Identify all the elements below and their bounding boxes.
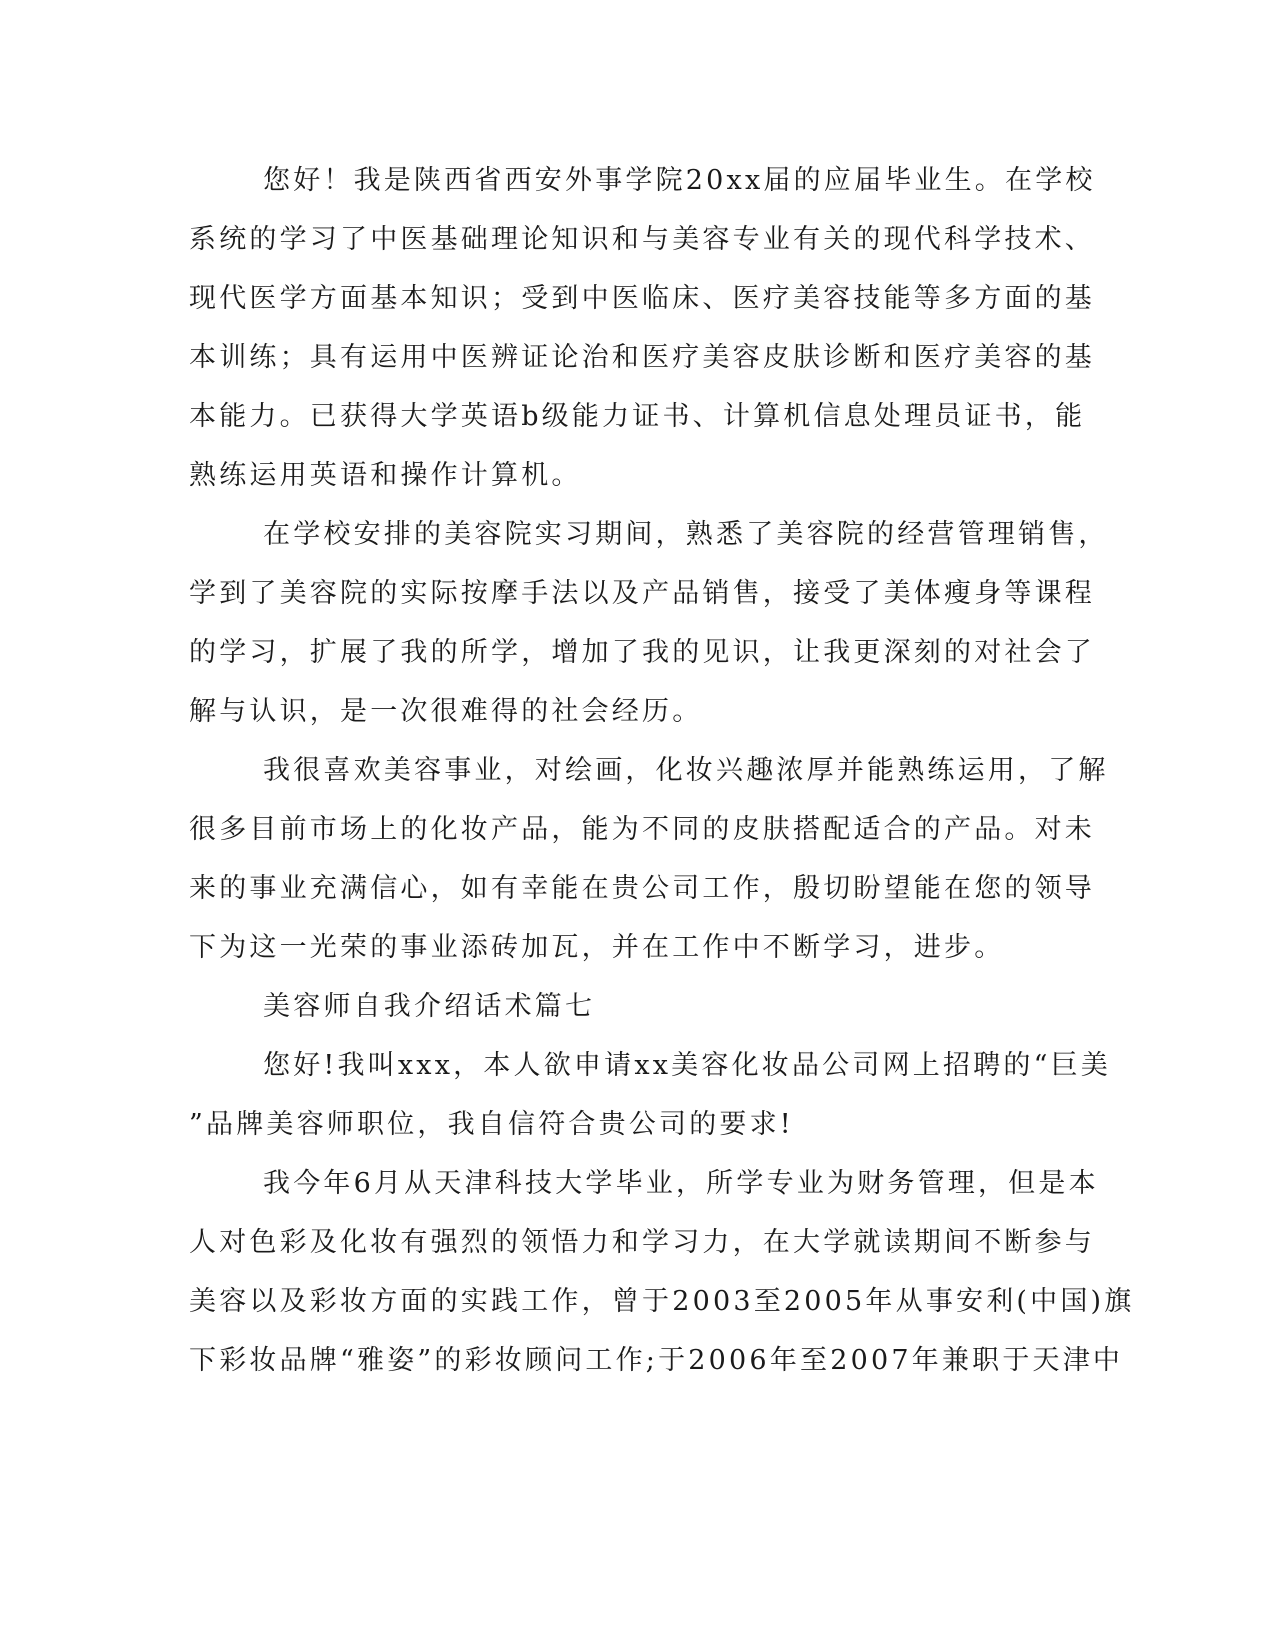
text-line: 您好！我是陕西省西安外事学院20xx届的应届毕业生。在学校 (263, 165, 1096, 196)
text-line: 本能力。已获得大学英语b级能力证书、计算机信息处理员证书，能 (189, 401, 1086, 432)
text-line: 下为这一光荣的事业添砖加瓦，并在工作中不断学习，进步。 (189, 932, 1005, 963)
text-line: 我很喜欢美容事业，对绘画，化妆兴趣浓厚并能熟练运用，了解 (263, 755, 1109, 786)
text-line: 学到了美容院的实际按摩手法以及产品销售，接受了美体瘦身等课程 (189, 578, 1095, 609)
text-line: 来的事业充满信心，如有幸能在贵公司工作，殷切盼望能在您的领导 (189, 873, 1095, 904)
text-line: 您好!我叫xxx，本人欲申请xx美容化妆品公司网上招聘的“巨美 (263, 1050, 1111, 1081)
text-line: 本训练；具有运用中医辨证论治和医疗美容皮肤诊断和医疗美容的基 (189, 342, 1095, 373)
text-line: 在学校安排的美容院实习期间，熟悉了美容院的经营管理销售， (263, 519, 1109, 550)
text-line: 系统的学习了中医基础理论知识和与美容专业有关的现代科学技术、 (189, 224, 1095, 255)
section-heading: 美容师自我介绍话术篇七 (263, 991, 596, 1022)
text-line: 人对色彩及化妆有强烈的领悟力和学习力，在大学就读期间不断参与 (189, 1227, 1095, 1258)
text-line: 很多目前市场上的化妆产品，能为不同的皮肤搭配适合的产品。对未 (189, 814, 1095, 845)
text-line: 下彩妆品牌“雅姿”的彩妆顾问工作;于2006年至2007年兼职于天津中 (189, 1345, 1124, 1376)
text-line: 我今年6月从天津科技大学毕业，所学专业为财务管理，但是本 (263, 1168, 1099, 1199)
text-line: 现代医学方面基本知识；受到中医临床、医疗美容技能等多方面的基 (189, 283, 1095, 314)
text-line: 的学习，扩展了我的所学，增加了我的见识，让我更深刻的对社会了 (189, 637, 1095, 668)
text-line: 美容以及彩妆方面的实践工作，曾于2003至2005年从事安利(中国)旗 (189, 1286, 1135, 1317)
text-line: 解与认识，是一次很难得的社会经历。 (189, 696, 703, 727)
text-line: ”品牌美容师职位，我自信符合贵公司的要求! (189, 1109, 794, 1140)
text-line: 熟练运用英语和操作计算机。 (189, 460, 582, 491)
